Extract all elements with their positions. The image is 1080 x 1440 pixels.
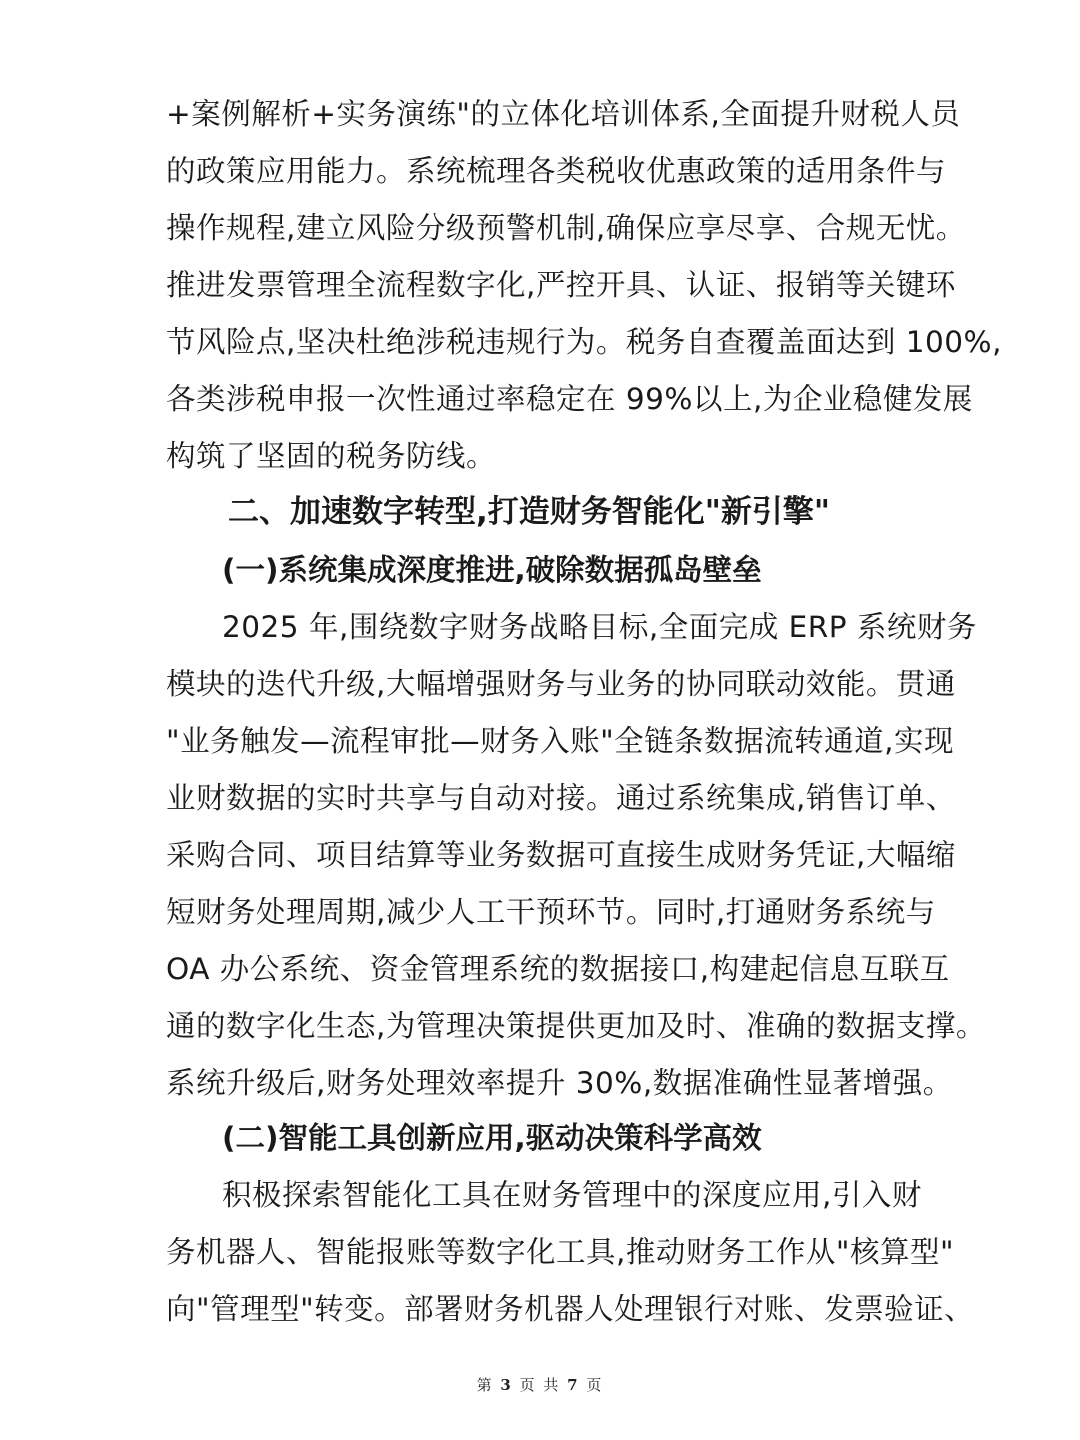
subsection-heading: (二)智能工具创新应用,驱动决策科学高效 [222, 1121, 762, 1155]
paragraph-line: 积极探索智能化工具在财务管理中的深度应用,引入财 [222, 1178, 922, 1212]
paragraph-line: 通的数字化生态,为管理决策提供更加及时、准确的数据支撑。 [166, 1009, 986, 1043]
current-page-number: 3 [500, 1376, 513, 1394]
footer-prefix: 第 [476, 1376, 494, 1394]
paragraph-line: 短财务处理周期,减少人工干预环节。同时,打通财务系统与 [166, 895, 936, 929]
page-number-footer [0, 1375, 1080, 1395]
paragraph-line: 的政策应用能力。系统梳理各类税收优惠政策的适用条件与 [166, 154, 947, 188]
paragraph-line: 系统升级后,财务处理效率提升 30%,数据准确性显著增强。 [166, 1066, 953, 1100]
section-heading: 二、加速数字转型,打造财务智能化"新引擎" [228, 494, 831, 530]
paragraph-line: "业务触发—流程审批—财务入账"全链条数据流转通道,实现 [166, 724, 955, 758]
footer-suffix: 页 [586, 1376, 604, 1394]
paragraph-line: 模块的迭代升级,大幅增强财务与业务的协同联动效能。贯通 [166, 667, 956, 701]
paragraph-line: 向"管理型"转变。部署财务机器人处理银行对账、发票验证、 [166, 1292, 975, 1326]
paragraph-line: 操作规程,建立风险分级预警机制,确保应享尽享、合规无忧。 [166, 211, 966, 245]
total-page-count: 7 [567, 1376, 580, 1394]
paragraph-line: +案例解析+实务演练"的立体化培训体系,全面提升财税人员 [166, 97, 961, 131]
paragraph-line: 推进发票管理全流程数字化,严控开具、认证、报销等关键环 [166, 268, 956, 302]
paragraph-line: 2025 年,围绕数字财务战略目标,全面完成 ERP 系统财务 [222, 610, 977, 644]
paragraph-line: 各类涉税申报一次性通过率稳定在 99%以上,为企业稳健发展 [166, 382, 973, 416]
paragraph-line: 节风险点,坚决杜绝涉税违规行为。税务自查覆盖面达到 100%, [166, 325, 1002, 359]
paragraph-line: 业财数据的实时共享与自动对接。通过系统集成,销售订单、 [166, 781, 956, 815]
footer-middle: 页 共 [519, 1376, 561, 1394]
subsection-heading: (一)系统集成深度推进,破除数据孤岛壁垒 [222, 553, 762, 587]
paragraph-line: OA 办公系统、资金管理系统的数据接口,构建起信息互联互 [166, 952, 950, 986]
paragraph-line: 构筑了坚固的税务防线。 [166, 439, 497, 473]
paragraph-line: 务机器人、智能报账等数字化工具,推动财务工作从"核算型" [166, 1235, 955, 1269]
paragraph-line: 采购合同、项目结算等业务数据可直接生成财务凭证,大幅缩 [166, 838, 956, 872]
